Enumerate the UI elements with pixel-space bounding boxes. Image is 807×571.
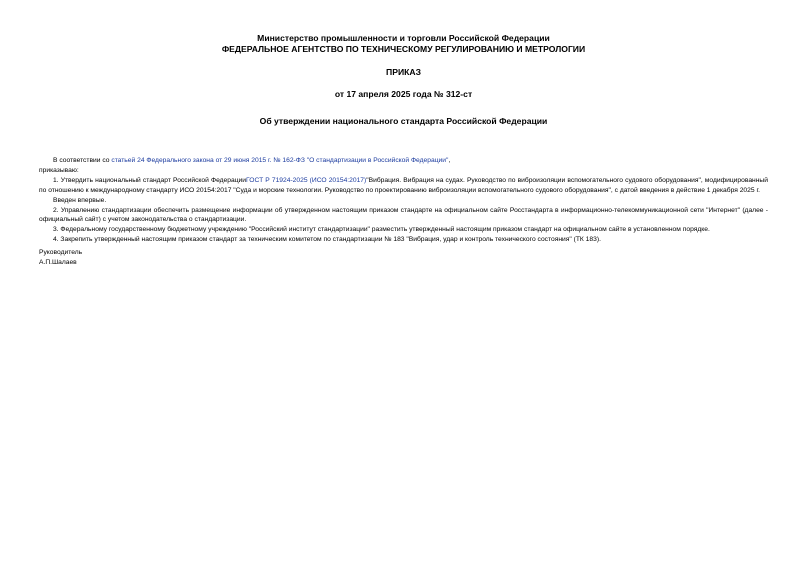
federal-law-link[interactable]: статьей 24 Федерального закона от 29 июня 2015 г. № 162-ФЗ "О стандартизации в Российской Федерации" [111,157,449,164]
item-2-paragraph: 2. Управлению стандартизации обеспечить размещение информации об утвержденном настоящим приказом стандарте на официальном сайте Росстандарта в информационно-телекоммуникационной сети "Интернет" (далее - официальный сайт) с учетом законодательства о стандартизации. [39,206,768,224]
intro-paragraph [39,156,768,166]
gost-standard-link[interactable]: ГОСТ Р 71924-2025 (ИСО 20154:2017) [246,176,367,184]
order-title: ПРИКАЗ [386,67,421,77]
signature-name: А.П.Шалаев [39,259,77,267]
item-3-paragraph: 3. Федеральному государственному бюджетному учреждению "Российский институт стандартизации" разместить утвержденный настоящим приказом стандарт на официальном сайте в установленном порядке. [53,226,710,234]
introduced-first-line: Введен впервые. [53,196,107,204]
item-1-prefix: 1. Утвердить национальный стандарт Российской Федерации [53,176,247,184]
ministry-heading: Министерство промышленности и торговли Российской Федерации [257,33,550,43]
order-subject: Об утверждении национального стандарта Российской Федерации [259,116,548,126]
signature-block [39,248,768,268]
order-date: от 17 апреля 2025 года № 312-ст [334,89,473,99]
signature-position: Руководитель [39,249,83,257]
decree-line: приказываю: [39,166,79,174]
order-body [39,156,768,268]
agency-heading: ФЕДЕРАЛЬНОЕ АГЕНТСТВО ПО ТЕХНИЧЕСКОМУ РЕГУЛИРОВАНИЮ И МЕТРОЛОГИИ [221,44,586,54]
item-4-paragraph: 4. Закрепить утвержденный настоящим приказом стандарт за техническим комитетом по стандартизации № 183 "Вибрация, удар и контроль технического состояния" (ТК 183). [53,236,601,244]
intro-suffix: , [448,157,451,164]
item-1-suffix: "Вибрация. Вибрация на судах. Руководство по виброизоляции вспомогательного судового оборудования", модифицированный по отношению к международному стандарту ИСО 20154:2017 "Суда и морские технологии. Руководство по проектированию виброизоляции вспомогательного судового оборудования", с датой введения в действие 1 декабря 2025 г. [39,176,768,194]
intro-prefix: В соответствии со [53,157,112,164]
item-1-paragraph [39,176,768,196]
